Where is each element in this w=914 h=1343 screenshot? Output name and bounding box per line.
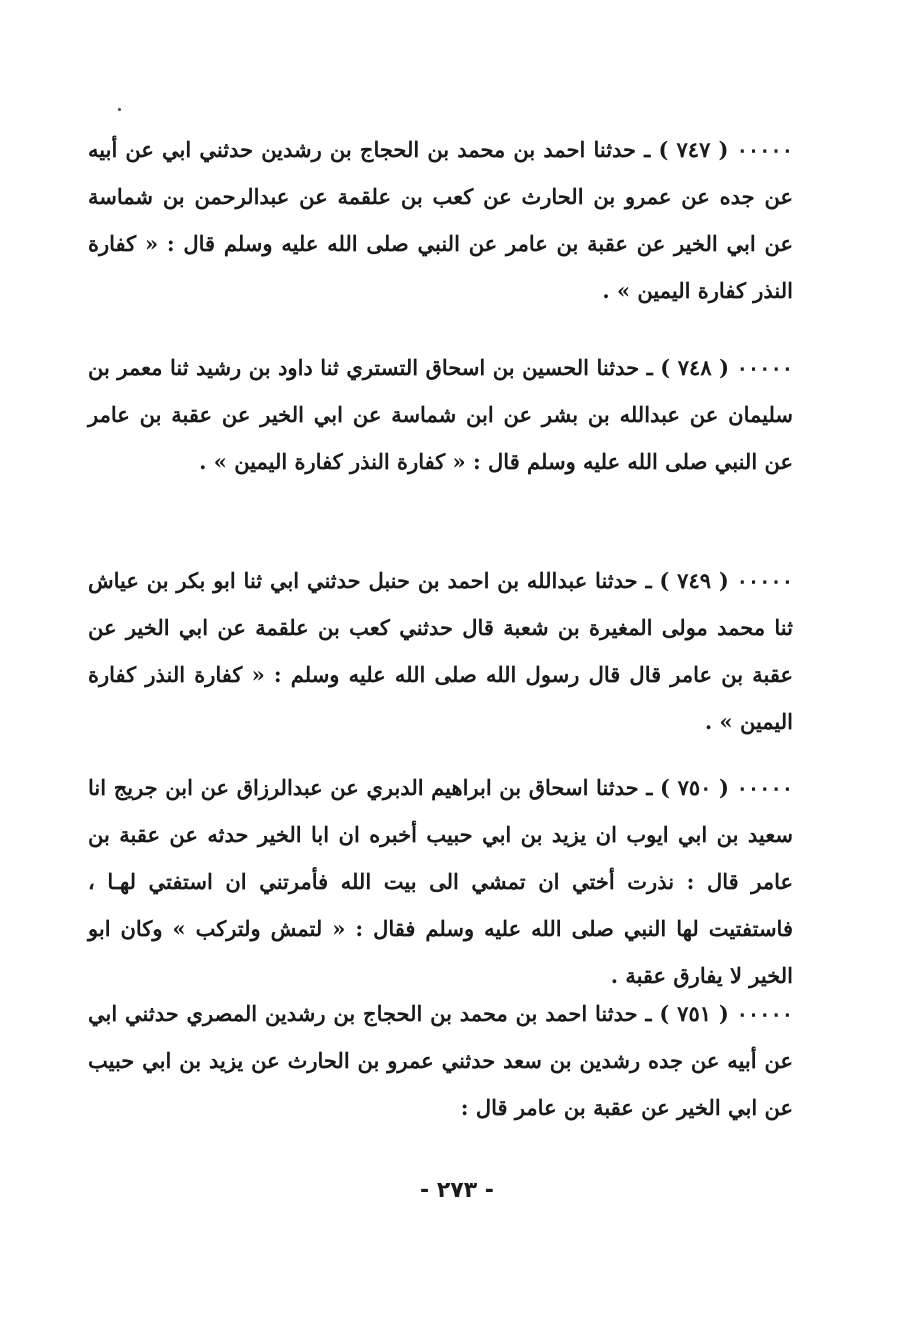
hadith-text: ٠٠٠٠٠ ( ٧٤٩ ) ـ حدثنا عبدالله بن احمد بن حنبل حدثني ابي ثنا ابو بكر بن عياش ثنا محمد مولى المغيرة بن شعبة قال حدثني كعب بن علقمة عن ابي الخير عن عقبة بن عامر قال قال رسول الله صلى الله عليه وسلم : « كفارة النذر كفارة اليمين » . xyxy=(88,568,793,734)
hadith-750 xyxy=(88,764,793,999)
hadith-text: ٠٠٠٠٠ ( ٧٥٠ ) ـ حدثنا اسحاق بن ابراهيم الدبري عن عبدالرزاق عن ابن جريج انا سعيد بن ابي ايوب ان يزيد بن ابي حبيب أخبره ان ابا الخير حدثه عن عقبة بن عامر قال : نذرت أختي ان تمشي الى بيت الله فأمرتني ان استفتي لهـا ، فاستفتيت لها النبي صلى الله عليه وسلم فقال : « لتمش ولتركب » وكان ابو الخير لا يفارق عقبة . xyxy=(88,775,794,988)
hadith-text: ٠٠٠٠٠ ( ٧٥١ ) ـ حدثنا احمد بن محمد بن الحجاج بن رشدين المصري حدثني ابي عن أبيه عن جده رشدين بن سعد حدثني عمرو بن الحارث عن يزيد بن ابي حبيب عن ابي الخير عن عقبة بن عامر قال : xyxy=(88,1001,794,1120)
ink-speck xyxy=(118,108,121,111)
hadith-748 xyxy=(88,344,793,485)
hadith-text: ٠٠٠٠٠ ( ٧٤٨ ) ـ حدثنا الحسين بن اسحاق التستري ثنا داود بن رشيد ثنا معمر بن سليمان عن عبدالله بن بشر عن ابن شماسة عن ابي الخير عن عقبة بن عامر عن النبي صلى الله عليه وسلم قال : « كفارة النذر كفارة اليمين » . xyxy=(88,355,794,474)
hadith-text: ٠٠٠٠٠ ( ٧٤٧ ) ـ حدثنا احمد بن محمد بن الحجاج بن رشدين حدثني ابي عن أبيه عن جده عن عمرو بن الحارث عن كعب بن علقمة عن عبدالرحمن بن شماسة عن ابي الخير عن عقبة بن عامر عن النبي صلى الله عليه وسلم قال : « كفارة النذر كفارة اليمين » . xyxy=(88,137,793,303)
hadith-747 xyxy=(88,126,793,314)
page-number: - ٢٧٣ - xyxy=(420,1178,494,1203)
hadith-751 xyxy=(88,990,793,1131)
hadith-749 xyxy=(88,557,793,745)
